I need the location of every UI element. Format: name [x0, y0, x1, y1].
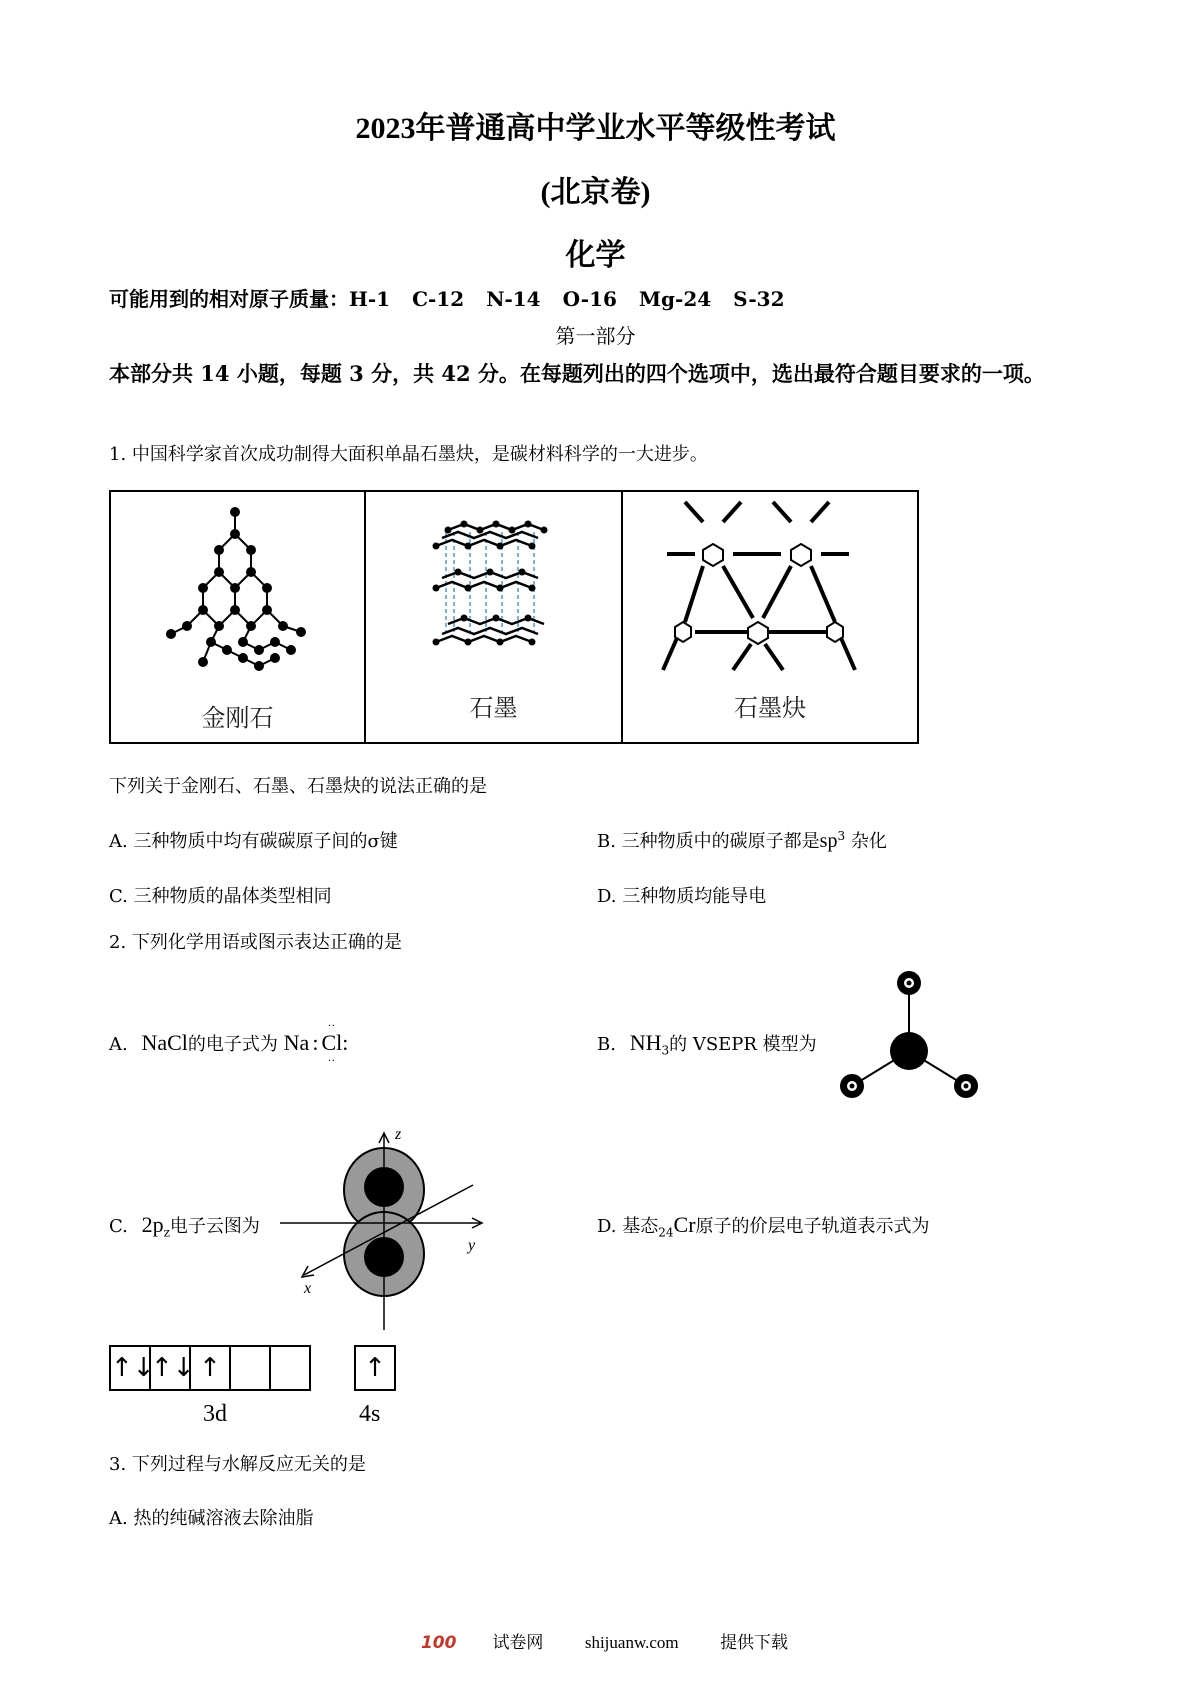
orbital-3d-5	[269, 1345, 311, 1391]
q2-option-b-prefix: B.	[597, 1034, 616, 1055]
carbon-structures-table	[109, 490, 919, 744]
graphdiyne-cell	[623, 492, 917, 742]
exam-title: 2023年普通高中学业水平等级性考试	[355, 112, 836, 145]
q1-option-b-suffix: 杂化	[845, 831, 887, 852]
q2-option-a-prefix: A.	[109, 1034, 128, 1055]
q3-option-a: A. 热的纯碱溶液去除油脂	[109, 1508, 314, 1529]
subject-title: 化学	[565, 239, 626, 272]
graphite-cell	[366, 492, 623, 742]
site-name: 试卷网	[492, 1633, 544, 1653]
orbital-3d-2: ↑↓	[149, 1345, 191, 1391]
atomic-masses-label: 可能用到的相对原子质量：	[109, 287, 349, 311]
q1-option-c: C. 三种物质的晶体类型相同	[109, 886, 332, 907]
part-title: 第一部分	[555, 324, 636, 348]
graphdiyne-structure-image	[623, 492, 917, 682]
axis-x-label: x	[304, 1280, 312, 1297]
q2-option-b	[597, 1030, 817, 1058]
orbital-3d-3: ↑	[189, 1345, 231, 1391]
q2-option-d-text1: D. 基态	[597, 1216, 659, 1237]
q2-option-b-sub: 3	[661, 1043, 670, 1058]
q2-option-a-na: Na	[283, 1030, 310, 1055]
q1-prompt: 下列关于金刚石、石墨、石墨炔的说法正确的是	[109, 776, 487, 797]
q2-option-c-formula: 2p	[141, 1212, 164, 1237]
q1-option-a: A. 三种物质中均有碳碳原子间的σ键	[109, 831, 398, 852]
q2-option-c-sub: z	[163, 1225, 170, 1240]
q1-option-b-formula: sp	[819, 830, 838, 852]
q3-stem: 3. 下列过程与水解反应无关的是	[109, 1454, 366, 1475]
q2-option-a-formula: NaCl	[141, 1030, 188, 1055]
graphdiyne-label: 石墨炔	[734, 694, 806, 722]
q2-option-c-text: 电子云图为	[169, 1216, 260, 1237]
q2-option-d-element: Cr	[673, 1212, 696, 1237]
instructions: 本部分共 14 小题，每题 3 分，共 42 分。在每题列出的四个选项中，选出最符合题目要求的一项。	[109, 361, 1045, 386]
q2-option-d-text2: 原子的价层电子轨道表示式为	[695, 1216, 930, 1237]
q1-option-b-prefix: B. 三种物质中的碳原子都是	[597, 831, 820, 852]
pz-electron-cloud-image	[280, 1125, 490, 1335]
q2-option-a-cl-dot-structure: ·· Cl ··	[321, 1018, 343, 1067]
graphite-structure-image	[366, 492, 621, 672]
mass-n: N-14	[486, 287, 541, 311]
site-url[interactable]: shijuanw.com	[584, 1633, 679, 1652]
q1-option-d: D. 三种物质均能导电	[597, 886, 767, 907]
orbital-3d-label: 3d	[203, 1401, 227, 1427]
q1-option-b	[597, 827, 887, 853]
site-logo: 100	[420, 1633, 457, 1653]
page-footer	[0, 1628, 1191, 1653]
download-text: 提供下载	[720, 1633, 789, 1653]
q2-option-d-sub: 24	[658, 1225, 674, 1240]
graphite-label: 石墨	[469, 694, 518, 722]
q2-stem: 2. 下列化学用语或图示表达正确的是	[109, 932, 402, 953]
mass-mg: Mg-24	[638, 287, 712, 311]
axis-y-label: y	[468, 1237, 476, 1254]
q1-stem: 1. 中国科学家首次成功制得大面积单晶石墨炔，是碳材料科学的一大进步。	[109, 444, 708, 465]
orbital-4s-1: ↑	[354, 1345, 396, 1391]
q2-option-a: A. NaCl的电子式为 Na : ·· Cl ·· :	[109, 1018, 349, 1067]
orbital-3d-4	[229, 1345, 271, 1391]
diamond-structure-image	[111, 492, 364, 692]
q2-option-a-text: 的电子式为	[187, 1034, 278, 1055]
q2-option-b-formula: NH	[629, 1030, 662, 1055]
vsepr-model-image	[830, 965, 990, 1115]
q2-option-c	[109, 1212, 260, 1240]
diamond-cell	[111, 492, 366, 742]
mass-h: H-1	[349, 287, 391, 311]
diamond-label: 金刚石	[201, 704, 274, 732]
q2-option-c-prefix: C.	[109, 1216, 128, 1237]
atomic-masses	[109, 283, 784, 312]
axis-z-label: z	[395, 1126, 402, 1143]
orbital-3d-1: ↑↓	[109, 1345, 151, 1391]
mass-s: S-32	[733, 287, 785, 311]
exam-subtitle: (北京卷)	[540, 176, 651, 209]
orbital-4s-label: 4s	[359, 1401, 381, 1427]
q1-option-b-sup: 3	[837, 829, 846, 843]
mass-c: C-12	[412, 287, 465, 311]
mass-o: O-16	[562, 287, 617, 311]
q2-option-d	[597, 1212, 930, 1240]
q2-option-a-cl: Cl	[321, 1030, 343, 1055]
q2-option-b-text: 的 VSEPR 模型为	[669, 1034, 817, 1055]
